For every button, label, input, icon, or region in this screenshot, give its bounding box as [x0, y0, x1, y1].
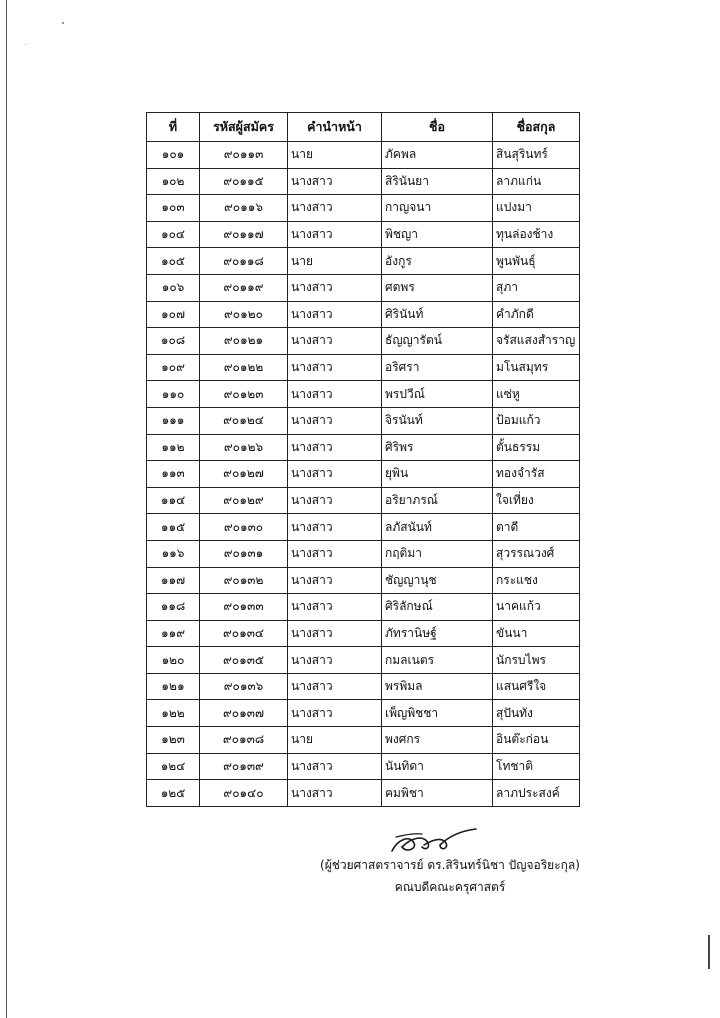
table-row: [147, 301, 580, 328]
cell-first-name: ชัญญานุช: [382, 567, 493, 594]
cell-prefix: นางสาว: [288, 434, 382, 461]
cell-no: ๑๑๗: [147, 567, 200, 594]
cell-applicant-code: ๙๐๑๑๖: [200, 195, 288, 222]
table-row: [147, 461, 580, 488]
cell-applicant-code: ๙๐๑๓๒: [200, 567, 288, 594]
cell-no: ๑๒๓: [147, 727, 200, 754]
cell-last-name: แปงมา: [493, 195, 580, 222]
table-row: [147, 727, 580, 754]
cell-no: ๑๑๑: [147, 407, 200, 434]
table-row: [147, 195, 580, 222]
cell-first-name: พิชญา: [382, 221, 493, 248]
cell-prefix: นางสาว: [288, 540, 382, 567]
header-first-name: ชื่อ: [382, 113, 493, 142]
header-applicant-code: รหัสผู้สมัคร: [200, 113, 288, 142]
cell-applicant-code: ๙๐๑๒๑: [200, 328, 288, 355]
table-header-row: [147, 113, 580, 142]
cell-applicant-code: ๙๐๑๓๓: [200, 594, 288, 621]
cell-applicant-code: ๙๐๑๓๕: [200, 647, 288, 674]
cell-first-name: ศิริลักษณ์: [382, 594, 493, 621]
cell-last-name: แซ่หู: [493, 381, 580, 408]
signatory-name: (ผู้ช่วยศาสตราจารย์ ดร.สิรินทร์นิชา ปัญจอริยะกุล): [320, 858, 580, 872]
cell-last-name: ตาดี: [493, 514, 580, 541]
cell-first-name: ศิริพร: [382, 434, 493, 461]
cell-prefix: นางสาว: [288, 567, 382, 594]
cell-applicant-code: ๙๐๑๒๔: [200, 407, 288, 434]
cell-no: ๑๑๒: [147, 434, 200, 461]
table-row: [147, 567, 580, 594]
table-row: [147, 221, 580, 248]
cell-applicant-code: ๙๐๑๓๑: [200, 540, 288, 567]
cell-no: ๑๑๙: [147, 620, 200, 647]
cell-first-name: ธัญญารัตน์: [382, 328, 493, 355]
table-row: [147, 620, 580, 647]
cell-prefix: นางสาว: [288, 700, 382, 727]
cell-applicant-code: ๙๐๑๓๘: [200, 727, 288, 754]
cell-prefix: นาย: [288, 142, 382, 169]
cell-last-name: คำภักดี: [493, 301, 580, 328]
cell-applicant-code: ๙๐๑๓๐: [200, 514, 288, 541]
scan-mark: [708, 935, 710, 969]
cell-applicant-code: ๙๐๑๓๗: [200, 700, 288, 727]
cell-applicant-code: ๙๐๑๓๖: [200, 673, 288, 700]
cell-prefix: นางสาว: [288, 221, 382, 248]
cell-last-name: แสนศรีใจ: [493, 673, 580, 700]
cell-first-name: ศิรินันท์: [382, 301, 493, 328]
cell-applicant-code: ๙๐๑๑๙: [200, 274, 288, 301]
table-row: [147, 434, 580, 461]
header-no: ที่: [147, 113, 200, 142]
cell-last-name: มโนสมุทร: [493, 354, 580, 381]
cell-no: ๑๐๕: [147, 248, 200, 275]
cell-no: ๑๐๒: [147, 168, 200, 195]
cell-no: ๑๐๔: [147, 221, 200, 248]
cell-prefix: นางสาว: [288, 780, 382, 807]
cell-last-name: ใจเที่ยง: [493, 487, 580, 514]
cell-last-name: นาคแก้ว: [493, 594, 580, 621]
cell-prefix: นางสาว: [288, 407, 382, 434]
cell-last-name: กระแชง: [493, 567, 580, 594]
header-last-name: ชื่อสกุล: [493, 113, 580, 142]
scan-speck: [62, 22, 64, 24]
table-row: [147, 514, 580, 541]
cell-no: ๑๐๗: [147, 301, 200, 328]
cell-no: ๑๒๐: [147, 647, 200, 674]
cell-first-name: กาญจนา: [382, 195, 493, 222]
cell-last-name: ทุนล่องช้าง: [493, 221, 580, 248]
cell-applicant-code: ๙๐๑๔๐: [200, 780, 288, 807]
cell-first-name: อริยาภรณ์: [382, 487, 493, 514]
table-row: [147, 700, 580, 727]
cell-prefix: นางสาว: [288, 620, 382, 647]
cell-first-name: ยุพิน: [382, 461, 493, 488]
cell-no: ๑๒๒: [147, 700, 200, 727]
cell-last-name: พูนพันธุ์: [493, 248, 580, 275]
cell-prefix: นางสาว: [288, 328, 382, 355]
cell-applicant-code: ๙๐๑๑๗: [200, 221, 288, 248]
cell-first-name: นันทิดา: [382, 753, 493, 780]
table-row: [147, 753, 580, 780]
table-row: [147, 673, 580, 700]
cell-last-name: สินสุรินทร์: [493, 142, 580, 169]
cell-no: ๑๐๑: [147, 142, 200, 169]
table-row: [147, 407, 580, 434]
cell-first-name: สิรินันยา: [382, 168, 493, 195]
cell-first-name: อริศรา: [382, 354, 493, 381]
cell-no: ๑๑๔: [147, 487, 200, 514]
table-row: [147, 647, 580, 674]
cell-applicant-code: ๙๐๑๑๕: [200, 168, 288, 195]
cell-first-name: ลภัสนันท์: [382, 514, 493, 541]
table-row: [147, 780, 580, 807]
cell-prefix: นางสาว: [288, 673, 382, 700]
signatory-title: คณบดีคณะครุศาสตร์: [394, 880, 506, 894]
table-row: [147, 594, 580, 621]
cell-last-name: ขันนา: [493, 620, 580, 647]
table-row: [147, 540, 580, 567]
cell-no: ๑๒๑: [147, 673, 200, 700]
cell-no: ๑๑๐: [147, 381, 200, 408]
table-row: [147, 487, 580, 514]
cell-prefix: นางสาว: [288, 381, 382, 408]
table-row: [147, 168, 580, 195]
cell-applicant-code: ๙๐๑๒๙: [200, 487, 288, 514]
cell-applicant-code: ๙๐๑๑๘: [200, 248, 288, 275]
cell-prefix: นางสาว: [288, 274, 382, 301]
cell-first-name: พงศกร: [382, 727, 493, 754]
cell-applicant-code: ๙๐๑๒๖: [200, 434, 288, 461]
cell-no: ๑๒๔: [147, 753, 200, 780]
cell-last-name: ลาภแก่น: [493, 168, 580, 195]
cell-prefix: นางสาว: [288, 753, 382, 780]
cell-no: ๑๑๓: [147, 461, 200, 488]
cell-first-name: ศตพร: [382, 274, 493, 301]
cell-first-name: ฅมพิชา: [382, 780, 493, 807]
cell-no: ๑๐๙: [147, 354, 200, 381]
cell-no: ๑๐๖: [147, 274, 200, 301]
header-prefix: คำนำหน้า: [288, 113, 382, 142]
table-row: [147, 248, 580, 275]
table-row: [147, 142, 580, 169]
cell-last-name: สุปันทัง: [493, 700, 580, 727]
table-row: [147, 274, 580, 301]
cell-last-name: ป้อมแก้ว: [493, 407, 580, 434]
cell-first-name: พรปวีณ์: [382, 381, 493, 408]
cell-prefix: นางสาว: [288, 195, 382, 222]
cell-last-name: ตั้นธรรม: [493, 434, 580, 461]
cell-applicant-code: ๙๐๑๓๙: [200, 753, 288, 780]
cell-first-name: อังกูร: [382, 248, 493, 275]
scan-speck: [25, 44, 26, 45]
cell-first-name: กมลเนตร: [382, 647, 493, 674]
cell-first-name: พรพิมล: [382, 673, 493, 700]
cell-applicant-code: ๙๐๑๒๒: [200, 354, 288, 381]
table-row: [147, 381, 580, 408]
cell-first-name: เพ็ญพิชชา: [382, 700, 493, 727]
cell-no: ๑๑๘: [147, 594, 200, 621]
cell-prefix: นางสาว: [288, 168, 382, 195]
cell-applicant-code: ๙๐๑๓๔: [200, 620, 288, 647]
cell-prefix: นางสาว: [288, 647, 382, 674]
cell-no: ๑๐๓: [147, 195, 200, 222]
cell-last-name: จรัสแสงสำราญ: [493, 328, 580, 355]
cell-applicant-code: ๙๐๑๒๐: [200, 301, 288, 328]
cell-prefix: นางสาว: [288, 354, 382, 381]
cell-prefix: นางสาว: [288, 514, 382, 541]
cell-prefix: นางสาว: [288, 487, 382, 514]
cell-last-name: สุภา: [493, 274, 580, 301]
cell-first-name: จิรนันท์: [382, 407, 493, 434]
cell-last-name: โทชาติ: [493, 753, 580, 780]
cell-prefix: นาย: [288, 727, 382, 754]
table-row: [147, 328, 580, 355]
cell-no: ๑๐๘: [147, 328, 200, 355]
cell-applicant-code: ๙๐๑๑๓: [200, 142, 288, 169]
cell-last-name: ทองจำรัส: [493, 461, 580, 488]
cell-no: ๑๑๕: [147, 514, 200, 541]
applicant-table: [146, 112, 580, 807]
cell-first-name: ภัทรานิษฐ์: [382, 620, 493, 647]
cell-last-name: อินต๊ะก่อน: [493, 727, 580, 754]
cell-last-name: นักรบไพร: [493, 647, 580, 674]
cell-first-name: กฤติมา: [382, 540, 493, 567]
cell-no: ๑๒๕: [147, 780, 200, 807]
table-body: [147, 142, 580, 807]
cell-no: ๑๑๖: [147, 540, 200, 567]
cell-first-name: ภัคพล: [382, 142, 493, 169]
cell-prefix: นาย: [288, 248, 382, 275]
cell-prefix: นางสาว: [288, 594, 382, 621]
cell-prefix: นางสาว: [288, 301, 382, 328]
cell-last-name: ลาภประสงค์: [493, 780, 580, 807]
cell-applicant-code: ๙๐๑๒๓: [200, 381, 288, 408]
cell-applicant-code: ๙๐๑๒๗: [200, 461, 288, 488]
table-row: [147, 354, 580, 381]
cell-last-name: สุวรรณวงศ์: [493, 540, 580, 567]
page-edge-line: [6, 0, 7, 1018]
cell-prefix: นางสาว: [288, 461, 382, 488]
